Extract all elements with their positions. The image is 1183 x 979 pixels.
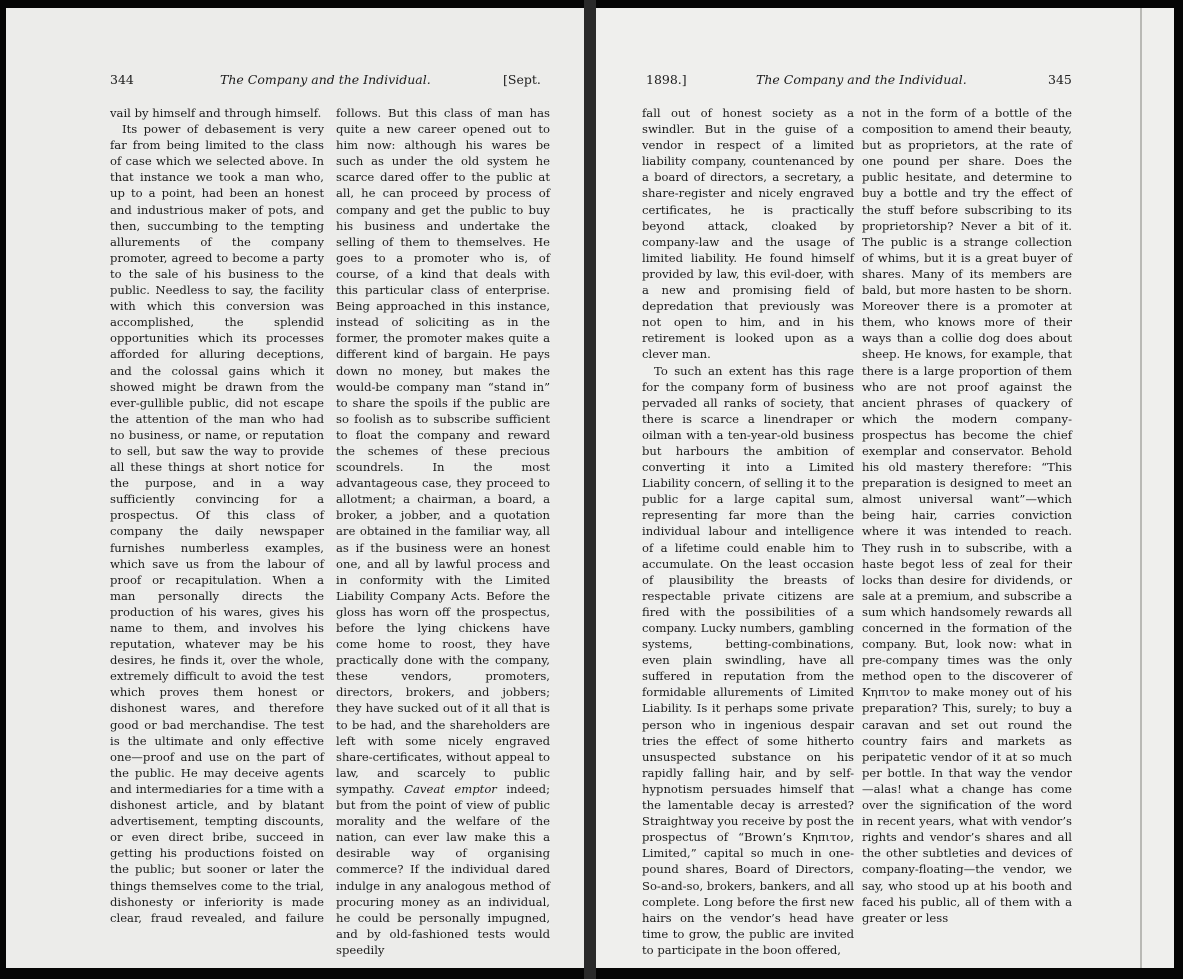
paragraph: follows. But this class of man has quite a new career opened out to him now: although his wares be such as under the old system he scarce dared offer to the public at all, he can proceed by process of company and get the public to buy his business and undertake the selling of them to themselves. He goes to a promoter who is, of course, of a kind that deals with this particular class of enterprise. Being approached in this instance, instead of soliciting as in the former, the promoter makes quite a different kind of bargain. He pays down no money, but makes the would-be company man “stand in” to share the spoils if the public are so foolish as to subscribe sufficient to float the company and reward the schemes of these precious scoundrels. In the most advantageous case, they proceed to allotment; a chairman, a board, a broker, a jobber, and a quotation are obtained in the familiar way, all as if the business were an honest one, and all by lawful process and in conformity with the Limited Liability Company Acts. Before the gloss has worn off the prospectus, before the lying chickens have come home to roost, they have practically done with the company, these vendors, promoters, directors, brokers, and jobbers; they have sucked out of it all that is to be had, and the shareholders are left with some nicely engraved share-certificates, without appeal to law, and scarcely to public sympathy. Caveat emptor indeed; but from the point of view of public morality and the welfare of the nation, can ever law make this a desirable way of organising commerce? If the individual dared indulge in any analogous method of procuring money as an individual, he could be personally impugned, and by old-fashioned tests would speedily — [336, 106, 550, 957]
text-column — [862, 105, 1072, 926]
italic-phrase: Caveat emptor — [404, 781, 497, 796]
right-page-header — [596, 72, 1174, 92]
paragraph: fall out of honest society as a swindler. But in the guise of a vendor in respect of a limited liability company, countenanced by a board of directors, a secretary, a share-register and nicely engraved certificates, he is practically beyond attack, cloaked by company-law and the usage of limited liability. He found himself provided by law, this evil-doer, with a new and promising field of depredation that previously was not open to him, and in his retirement is looked upon as a clever man. — [642, 106, 854, 362]
date-mark: [Sept. — [503, 72, 541, 87]
page-edge — [1140, 8, 1142, 968]
text-column — [642, 105, 854, 958]
paragraph: Its power of debasement is very far from being limited to the class of case which we selected above. In that instance we took a man who, up to a point, had been an honest and industrious maker of pots, and then, succumbing to the tempting allurements of the company promoter, agreed to become a party to the sale of his business to the public. Needless to say, the facility with which this conversion was accomplished, the splendid opportunities which its processes afforded for alluring deceptions, and the colossal gains which it showed might be drawn from the ever-gullible public, did not escape the attention of the man who had no business, or name, or reputation to sell, but saw the way to provide all these things at short notice for the purpose, and in a way sufficiently convincing for a prospectus. Of this class of company the daily newspaper furnishes numberless examples, which save us from the labour of proof or recapitulation. When a man personally directs the production of his wares, gives his name to them, and involves his reputation, whatever may be his desires, he finds it, over the whole, extremely difficult to avoid the test which proves them honest or dishonest wares, and therefore good or bad merchandise. The test is the ultimate and only effective one—proof and use on the part of the public. He may deceive agents and intermediaries for a time with a dishonest article, and by blatant advertisement, tempting discounts, or even direct bribe, succeed in getting his productions foisted on the public; but sooner or later the things themselves come to the trial, dishonesty or inferiority is made clear, fraud revealed, and failure — [110, 122, 324, 925]
paragraph: To such an extent has this rage for the company form of business pervaded all ranks of society, that there is scarce a linendraper or oilman with a ten-year-old business but harbours the ambition of converting it into a Limited Liability concern, of selling it to the public for a large capital sum, representing far more than the individual labour and intelligence of a lifetime could enable him to accumulate. On the least occasion of plausibility the breasts of respectable private citizens are fired with the possibilities of a company. Lucky numbers, gambling systems, betting-combinations, even plain swindling, have all suffered in reputation from the formidable allurements of Limited Liability. Is it perhaps some private person who in ingenious despair tries the effect of some hitherto unsuspected substance on his rapidly falling hair, and by self-hypnotism persuades himself that the lamentable decay is arrested? Straightway you receive by post the prospectus of “Brown’s Κηπιτον, Limited,” capital so much in one-pound shares, Board of Directors, So-and-so, brokers, bankers, and all complete. Long before the first new hairs on the vendor’s head have time to grow, the public are invited to participate in the boon offered, — [642, 363, 854, 957]
running-title: The Company and the Individual. — [220, 72, 431, 87]
running-title: The Company and the Individual. — [756, 72, 967, 87]
left-page-header — [6, 72, 584, 92]
book-gutter — [584, 0, 596, 979]
date-mark: 1898.] — [646, 72, 687, 87]
paragraph: vail by himself and through himself. — [110, 106, 322, 120]
page-number: 345 — [1048, 72, 1072, 87]
paragraph: not in the form of a bottle of the composition to amend their beauty, but as proprietors, at the rate of one pound per share. Does the public hesitate, and determine to buy a bottle and try the effect of the stuff before subscribing to its proprietorship? Never a bit of it. The public is a strange collection of whims, but it is a great buyer of shares. Many of its members are bald, but more hasten to be shorn. Moreover there is a promoter at them, who knows more of their ways than a collie dog does about sheep. He knows, for example, that there is a large proportion of them who are not proof against the ancient phrases of quackery of which the modern company-prospectus has become the chief exemplar and conservator. Behold his old mastery therefore: “This preparation is designed to meet an almost universal want”—which being hair, carries conviction where it was intended to reach. They rush in to subscribe, with a haste begot less of zeal for their locks than desire for dividends, or sale at a premium, and subscribe a sum which handsomely rewards all concerned in the formation of the company. But, look now: what in pre-company times was the only method open to the discoverer of Κηπιτον to make money out of his preparation? This, surely; to buy a caravan and set out round the country fairs and markets as peripatetic vendor of it at so much per bottle. In that way the vendor—alas! what a change has come over the signification of the word in recent years, what with vendor’s rights and vendor’s shares and all the other subtleties and devices of company-floating—the vendor, we say, who stood up at his booth and faced his public, all of them with a greater or less — [862, 106, 1072, 925]
right-page — [596, 8, 1174, 968]
text-column — [336, 105, 550, 958]
left-page — [6, 8, 584, 968]
page-number: 344 — [110, 72, 134, 87]
text-column — [110, 105, 324, 926]
